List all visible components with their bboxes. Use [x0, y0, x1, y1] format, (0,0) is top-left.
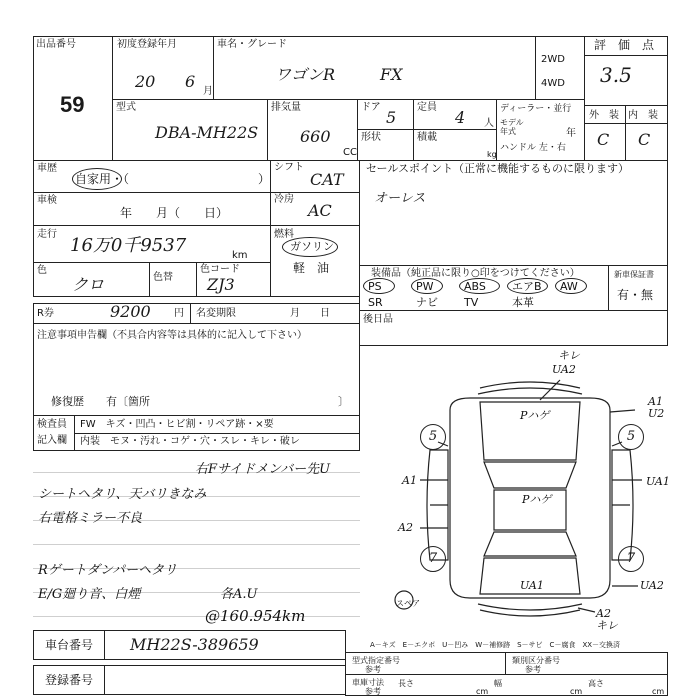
remark-line-6: E/G廻り音、白煙	[38, 587, 141, 602]
equipment-item: エアB	[512, 280, 542, 293]
code-right-1: UA1	[646, 475, 670, 488]
lot-label: 出品番号	[36, 39, 76, 50]
equipment-item: ABS	[464, 280, 486, 293]
yen-unit: 円	[174, 308, 184, 319]
length-cm: cm	[476, 687, 489, 696]
score-divider	[584, 55, 668, 56]
repair-label: 修復歴 有〔箇所	[51, 395, 150, 408]
remarks-grid-4	[33, 544, 360, 545]
equipment-circle	[507, 278, 548, 294]
remark-line-3: 右電格ミラー不良	[38, 511, 143, 526]
mileage-value: 16万0千9537	[70, 235, 187, 256]
damage-legend: A－キズ E－エクボ U－凹み W－補修跡 S－サビ C－腐食 XX－交換済	[370, 641, 621, 649]
shift-label: シフト	[274, 162, 304, 173]
remark-line-2: シートヘタリ、天バリきなみ	[38, 487, 207, 502]
code-roof: Pハゲ	[522, 493, 552, 506]
inspection-label: 車検	[37, 195, 57, 206]
spare-label: スペア	[396, 599, 420, 608]
history-box	[33, 160, 271, 193]
height-cm: cm	[652, 687, 665, 696]
code-left-1: A1	[402, 474, 417, 487]
warranty-value: 有・無	[617, 288, 654, 302]
checklist-row-2: 内装 モヌ・汚れ・コゲ・穴・スレ・キレ・破レ	[80, 436, 300, 447]
reg-month: 6	[185, 72, 196, 91]
history-close: ）	[258, 172, 271, 186]
color-change-label: 色替	[153, 272, 173, 283]
code-bottom-1: A2	[596, 607, 611, 620]
inspection-value: 年 月（ 日）	[120, 206, 229, 220]
reg-year: 20	[135, 72, 156, 91]
shift-value: CAT	[310, 170, 344, 189]
sales-point-value: オーレス	[374, 191, 426, 206]
code-top-2: UA2	[552, 363, 576, 376]
code-bottom-2: キレ	[596, 619, 618, 632]
model-year-label: モデル 年式	[500, 118, 524, 136]
name-change-label: 名変期限	[196, 308, 236, 319]
aftermarket-box	[359, 310, 668, 346]
equipment-label: 装備品（純正品に限り○印をつけてください）	[371, 268, 580, 279]
interior-label: 内 装	[628, 110, 658, 121]
inspector-label: 検査員	[37, 419, 67, 430]
score-divider-2	[584, 105, 668, 106]
remark-line-7: @160.954km	[205, 607, 306, 625]
score-label: 評 価 点	[594, 38, 655, 52]
first-reg-label: 初度登録年月	[117, 39, 177, 50]
width-cm: cm	[570, 687, 583, 696]
chassis-divider	[104, 630, 105, 660]
equipment-circle	[363, 278, 395, 294]
displacement-value: 660	[300, 127, 331, 146]
color-value: クロ	[72, 275, 105, 294]
code-right-top-2: U2	[648, 407, 665, 420]
chassis-value: MH22S-389659	[130, 635, 259, 654]
type-class-ref: 参考	[525, 665, 541, 674]
color-label: 色	[37, 265, 47, 276]
door-label: ドア	[361, 102, 381, 113]
remarks-grid-7	[33, 616, 360, 617]
type-designation-label: 型式指定番号	[352, 656, 400, 665]
drive-4wd: 4WD	[541, 78, 565, 89]
exterior-label: 外 装	[589, 110, 619, 121]
notes-label: 注意事項申告欄（不具合内容等は具体的に記入して下さい）	[37, 330, 307, 341]
lot-number: 59	[60, 92, 85, 117]
equipment-item: PW	[416, 280, 434, 293]
registration-label: 登録番号	[45, 673, 94, 687]
wheel-rear-right: 7	[618, 546, 644, 572]
history-value: 自家用・（	[75, 172, 130, 186]
code-right-top-1: A1	[648, 395, 663, 408]
type-info-hdivider	[345, 674, 668, 675]
color-code-value: ZJ3	[207, 275, 235, 294]
code-top-1: キレ	[558, 349, 580, 362]
name-change-value: 月 日	[290, 308, 330, 319]
ac-label: 冷房	[274, 194, 294, 205]
drive-2wd: 2WD	[541, 54, 565, 65]
dealer-label: ディーラー・並行	[500, 104, 572, 114]
cc-unit: CC	[343, 147, 357, 158]
checklist-row-divider	[74, 433, 360, 434]
code-left-2: A2	[398, 521, 413, 534]
equipment-circle	[459, 278, 500, 294]
handle-label: ハンドル 左・右	[500, 143, 566, 153]
score-value: 3.5	[600, 63, 632, 87]
new-car-warranty-label: 新車保証書	[614, 270, 654, 279]
code-hood: Pハゲ	[520, 409, 550, 422]
month-unit: 月	[203, 86, 213, 97]
sales-point-box	[359, 160, 668, 266]
equipment-item: SR	[368, 296, 383, 309]
score-divider-3	[584, 123, 668, 124]
checklist-row-1: FW キズ・凹凸・ヒビ割・リペア跡・×要	[80, 419, 274, 430]
remark-each: 各A.U	[220, 587, 258, 602]
chassis-label: 車台番号	[45, 638, 94, 652]
car-name: ワゴンR	[275, 65, 336, 84]
equipment-item: TV	[464, 296, 479, 309]
recycle-label: R券	[37, 308, 54, 319]
exterior-grade: C	[597, 130, 610, 149]
wheel-rear-left: 7	[420, 546, 446, 572]
type-info-vdivider	[505, 652, 506, 674]
car-grade: FX	[380, 65, 403, 84]
equipment-row-1	[368, 281, 606, 295]
history-label: 車歴	[37, 163, 57, 174]
fuel-gas: ガソリン	[290, 240, 334, 253]
sales-point-label: セールスポイント（正常に機能するものに限ります）	[366, 162, 630, 175]
repair-close: 〕	[338, 395, 349, 408]
dimensions-ref: 参考	[365, 687, 381, 696]
capacity-value: 4	[455, 108, 466, 127]
equipment-circle	[411, 278, 443, 294]
load-label: 積載	[417, 132, 437, 143]
type-designation-ref: 参考	[365, 665, 381, 674]
remark-line-5: Rゲートダンパーヘタリ	[38, 563, 178, 578]
year-unit: 年	[566, 128, 576, 139]
person-unit: 人	[484, 118, 494, 129]
ac-value: AC	[308, 201, 332, 220]
score-col-divider	[625, 105, 626, 161]
registration-divider	[104, 665, 105, 695]
equipment-item: PS	[368, 280, 382, 293]
recycle-value: 9200	[110, 302, 151, 321]
code-rear-1: UA1	[520, 579, 544, 592]
shape-label: 形状	[361, 132, 381, 143]
kg-unit: kg	[487, 150, 497, 159]
door-value: 5	[386, 108, 397, 127]
equipment-item: 本革	[512, 296, 534, 309]
entry-label: 記入欄	[37, 435, 67, 446]
mileage-label: 走行	[37, 229, 57, 240]
type-class-label: 類別区分番号	[512, 656, 560, 665]
dimensions-label: 車庫寸法	[352, 678, 384, 687]
car-name-label: 車名・グレード	[217, 39, 287, 50]
equipment-item: AW	[560, 280, 578, 293]
wheel-front-left: 5	[420, 424, 446, 450]
fuel-label: 燃料	[274, 229, 294, 240]
wheel-front-right: 5	[618, 424, 644, 450]
equipment-row-2	[368, 297, 568, 311]
height-label: 高さ	[588, 679, 604, 688]
model-value: DBA-MH22S	[155, 123, 259, 142]
length-label: 長さ	[398, 679, 414, 688]
equipment-item: ナビ	[416, 296, 438, 309]
remark-line-1: 右Fサイドメンバー先U	[195, 462, 331, 477]
color-code-label: 色コード	[200, 264, 240, 275]
capacity-label: 定員	[417, 102, 437, 113]
displacement-label: 排気量	[271, 102, 301, 113]
width-label: 幅	[494, 679, 502, 688]
code-rear-2: UA2	[640, 579, 664, 592]
interior-grade: C	[638, 130, 651, 149]
fuel-diesel: 軽 油	[293, 261, 330, 275]
model-label: 型式	[116, 102, 136, 113]
equipment-circle	[555, 278, 587, 294]
drive-box	[535, 36, 585, 100]
km-unit: km	[232, 250, 248, 261]
aftermarket-label: 後日品	[363, 314, 393, 325]
